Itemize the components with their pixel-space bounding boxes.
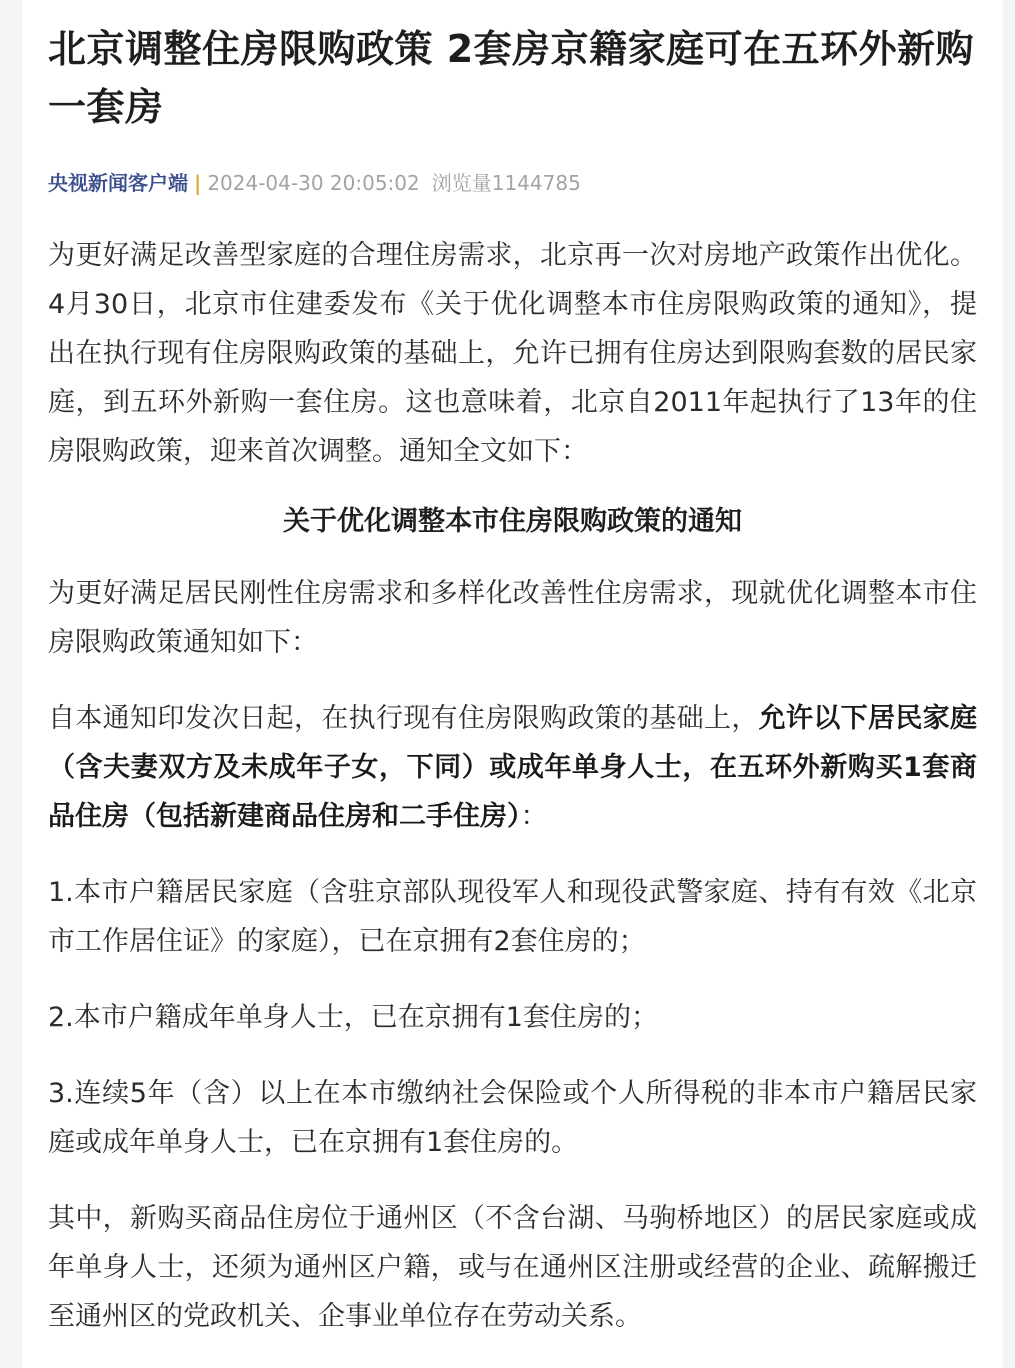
rule-suffix: ：: [520, 801, 548, 832]
list-item-2: 2.本市户籍成年单身人士，已在京拥有1套住房的；: [48, 1002, 658, 1033]
list-item-3: 3.连续5年（含）以上在本市缴纳社会保险或个人所得税的非本市户籍居民家庭或成年单身人士，已在京拥有1套住房的。: [48, 1078, 977, 1158]
source-link[interactable]: 央视新闻客户端: [48, 171, 188, 195]
publish-datetime: 2024-04-30 20:05:02: [207, 171, 420, 195]
notice-preface: 为更好满足居民刚性住房需求和多样化改善性住房需求，现就优化调整本市住房限购政策通知如下：: [48, 578, 977, 658]
article-title: 北京调整住房限购政策 2套房京籍家庭可在五环外新购一套房: [48, 27, 975, 129]
rule-paragraph: [48, 694, 977, 841]
rule-prefix: 自本通知印发次日起，在执行现有住房限购政策的基础上，: [48, 703, 759, 734]
tongzhou-note: 其中，新购买商品住房位于通州区（不含台湖、马驹桥地区）的居民家庭或成年单身人士，还须为通州区户籍，或与在通州区注册或经营的企业、疏解搬迁至通州区的党政机关、企事业单位存在劳动关系。: [48, 1203, 977, 1332]
notice-heading: 关于优化调整本市住房限购政策的通知: [283, 506, 742, 537]
article-meta: [48, 168, 977, 198]
list-item-1: 1.本市户籍居民家庭（含驻京部队现役军人和现役武警家庭、持有有效《北京市工作居住证》的家庭），已在京拥有2套住房的；: [48, 877, 977, 957]
article-page: [22, 0, 1003, 1368]
view-count: 浏览量1144785: [431, 171, 581, 195]
meta-separator: |: [194, 171, 202, 195]
intro-paragraph: 为更好满足改善型家庭的合理住房需求，北京再一次对房地产政策作出优化。4月30日，北京市住建委发布《关于优化调整本市住房限购政策的通知》，提出在执行现有住房限购政策的基础上，允许已拥有住房达到限购套数的居民家庭，到五环外新购一套住房。这也意味着，北京自2011年起执行了13年的住房限购政策，迎来首次调整。通知全文如下：: [48, 240, 977, 467]
rule-bold: 允许以下居民家庭（含夫妻双方及未成年子女，下同）或成年单身人士，在五环外新购买1套商品住房（包括新建商品住房和二手住房）: [48, 703, 978, 832]
